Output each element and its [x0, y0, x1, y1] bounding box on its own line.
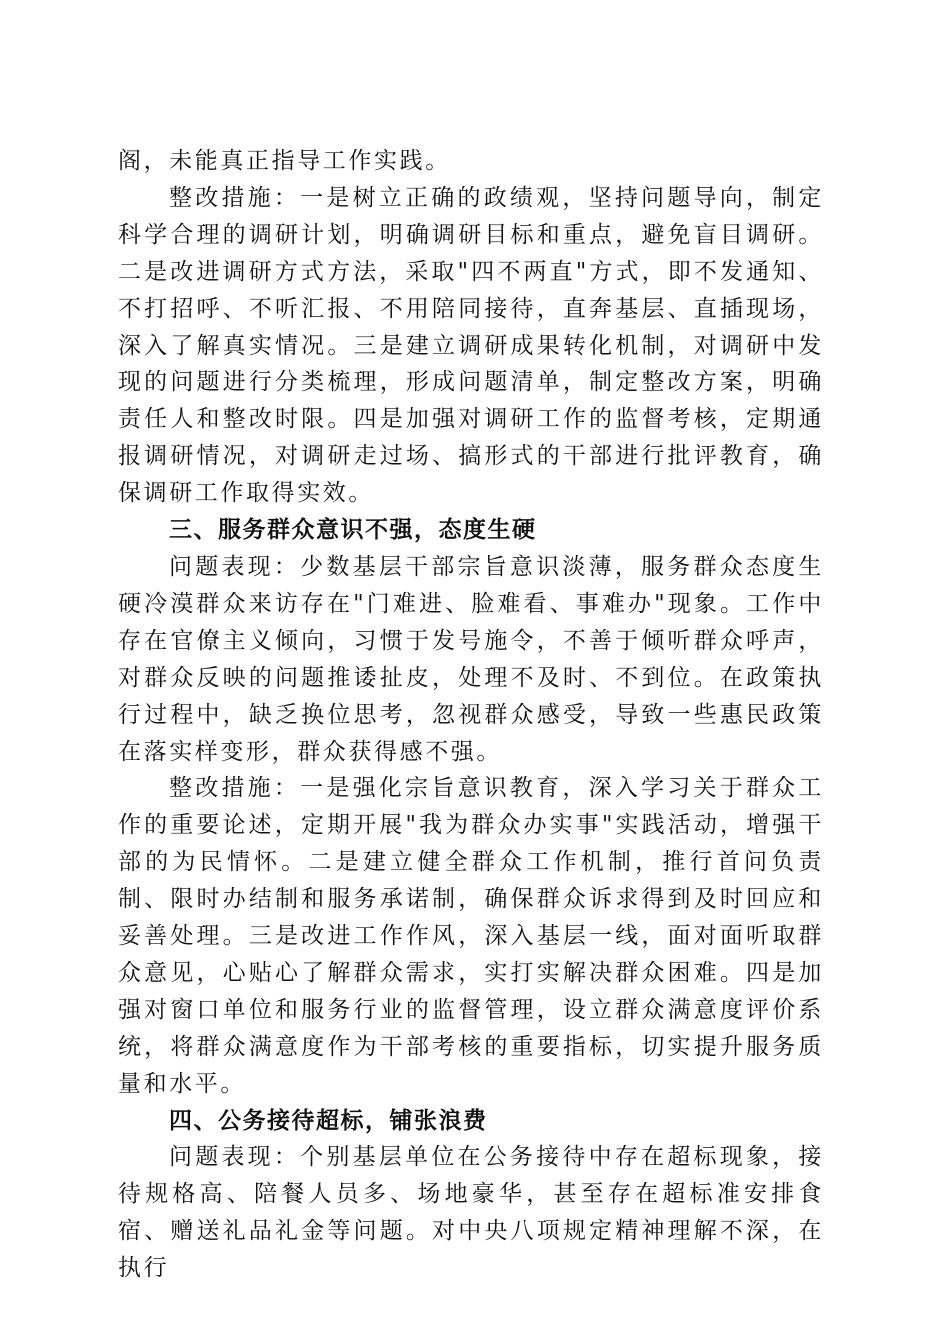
section-heading: 三、服务群众意识不强，态度生硬: [169, 517, 537, 544]
paragraph: 整改措施：一是树立正确的政绩观，坚持问题导向，制定科学合理的调研计划，明确调研目标和重点，避免盲目调研。二是改进调研方式方法，采取"四不两直"方式，即不发通知、不打招呼、不听汇报、不用陪同接待，直奔基层、直插现场，深入了解真实情况。三是建立调研成果转化机制，对调研中发现的问题进行分类梳理，形成问题清单，制定整改方案，明确责任人和整改时限。四是加强对调研工作的监督考核，定期通报调研情况，对调研走过场、搞形式的干部进行批评教育，确保调研工作取得实效。: [118, 184, 824, 507]
paragraph: 阁，未能真正指导工作实践。: [118, 148, 451, 174]
document-body: [118, 143, 824, 1287]
paragraph: 问题表现：少数基层干部宗旨意识淡薄，服务群众态度生硬冷漠群众来访存在"门难进、脸难看、事难办"现象。工作中存在官僚主义倾向，习惯于发号施令，不善于倾听群众呼声，对群众反映的问题推诿扯皮，处理不及时、不到位。在政策执行过程中，缺乏换位思考，忽视群众感受，导致一些惠民政策在落实样变形，群众获得感不强。: [118, 553, 824, 765]
paragraph: 问题表现：个别基层单位在公务接待中存在超标现象，接待规格高、陪餐人员多、场地豪华，甚至存在超标准安排食宿、赠送礼品礼金等问题。对中央八项规定精神理解不深，在执行: [118, 1144, 824, 1282]
section-heading: 四、公务接待超标，铺张浪费: [169, 1107, 488, 1134]
paragraph: 整改措施：一是强化宗旨意识教育，深入学习关于群众工作的重要论述，定期开展"我为群众办实事"实践活动，增强干部的为民情怀。二是建立健全群众工作机制，推行首问负责制、限时办结制和服务承诺制，确保群众诉求得到及时回应和妥善处理。三是改进工作作风，深入基层一线，面对面听取群众意见，心贴心了解群众需求，实打实解决群众困难。四是加强对窗口单位和服务行业的监督管理，设立群众满意度评价系统，将群众满意度作为干部考核的重要指标，切实提升服务质量和水平。: [118, 775, 824, 1097]
